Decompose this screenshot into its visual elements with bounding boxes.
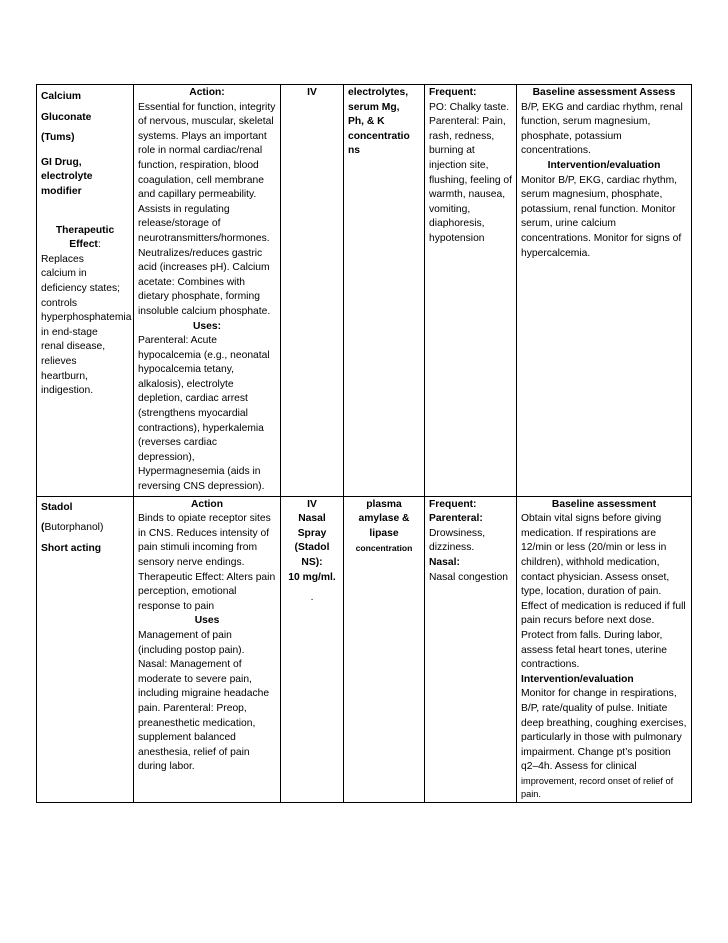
intervention-heading: Intervention/evaluation	[547, 159, 661, 171]
therapeutic-effect-colon: :	[97, 239, 101, 251]
side-effects-text: Nasal congestion	[429, 571, 508, 583]
uses-heading: Uses	[194, 615, 220, 627]
intervention-heading: Intervention/evaluation	[521, 673, 634, 685]
lab-text: Ph, & K	[348, 116, 385, 128]
nursing-cell	[517, 496, 692, 802]
drug-name: Gluconate	[41, 111, 92, 123]
route-text: (Stadol	[294, 542, 330, 554]
drug-cell	[37, 85, 134, 497]
lab-text: concentratio	[348, 130, 410, 142]
drug-table	[36, 84, 692, 803]
drug-class: GI Drug,	[41, 156, 82, 168]
route-cell	[281, 496, 344, 802]
therapeutic-effect-heading: Therapeutic	[55, 224, 115, 236]
baseline-assessment-heading: Baseline assessment Assess	[532, 87, 676, 98]
route-text: Nasal	[298, 513, 326, 525]
lab-text: serum Mg,	[348, 101, 400, 113]
route-text: IV	[307, 87, 317, 98]
side-effects-subheading: Nasal:	[429, 557, 460, 568]
table-row	[37, 496, 692, 802]
drug-name: Stadol	[41, 501, 73, 513]
uses-heading: Uses:	[192, 320, 222, 332]
route-text: Spray	[297, 527, 327, 539]
lab-text: plasma	[366, 498, 402, 510]
route-text: 10 mg/ml.	[288, 571, 336, 583]
route-text: IV	[307, 498, 317, 510]
intervention-text: improvement, record onset of relief of pain.	[521, 775, 674, 799]
uses-text: Parenteral: Acute hypocalcemia (e.g., neonatal hypocalcemia tetany, alkalosis), electrolyte depletion, cardiac arrest (strengthens myocardial contractions), hyperkalemia (reverses cardiac depression), Hypermagnesemia (aids in reversing CNS depression).	[138, 335, 270, 493]
baseline-assessment-heading: Baseline assessment	[551, 498, 657, 510]
intervention-text: Monitor B/P, EKG, cardiac rhythm, serum magnesium, phosphate, potassium, renal function. Monitor serum, urine calcium concentrations. Monitor for signs of hypercalcemia.	[521, 174, 682, 259]
side-effects-text: PO: Chalky taste. Parenteral: Pain, rash, redness, burning at injection site, flushing, feeling of warmth, nausea, vomiting, diaphoresis, hypotension	[429, 101, 513, 244]
action-heading: Action	[190, 498, 224, 510]
lab-values-cell	[344, 496, 425, 802]
lab-text: concentration	[355, 543, 413, 554]
side-effects-subheading: Parenteral:	[429, 513, 483, 525]
therapeutic-effect-heading: Effect	[69, 239, 98, 251]
therapeutic-effect-text: Replaces calcium in deficiency states; controls hyperphosphatemia in end-stage renal disease, relieves heartburn, indigestion.	[41, 253, 132, 397]
drug-generic-paren: (	[41, 522, 45, 534]
drug-brand-name: (Tums)	[41, 132, 75, 144]
drug-generic-name: Butorphanol)	[44, 522, 104, 534]
side-effects-text: Drowsiness, dizziness.	[429, 527, 486, 554]
lab-text: ns	[348, 145, 361, 157]
drug-class: modifier	[41, 185, 82, 197]
action-text: Binds to opiate receptor sites in CNS. Reduces intensity of pain stimuli incoming from sensory nerve endings. Therapeutic Effect: Alters pain perception, emotional response to pain	[138, 513, 276, 612]
lab-text: amylase &	[358, 513, 410, 525]
action-cell	[134, 85, 281, 497]
uses-text: Management of pain (including postop pain). Nasal: Management of moderate to severe pain, including migraine headache pain. Parenteral: Preop, preanesthetic medication, supplement balanced anesthesia, relief of pain during labor.	[138, 629, 270, 773]
lab-text: lipase	[369, 527, 399, 539]
lab-text: electrolytes,	[348, 87, 409, 98]
action-cell	[134, 496, 281, 802]
action-heading: Action:	[189, 87, 225, 98]
drug-name: Calcium	[41, 91, 82, 102]
drug-duration: Short acting	[41, 542, 102, 554]
route-cell	[281, 85, 344, 497]
nursing-cell	[517, 85, 692, 497]
route-text: NS):	[301, 557, 323, 568]
lab-values-cell	[344, 85, 425, 497]
baseline-assessment-text: B/P, EKG and cardiac rhythm, renal function, serum magnesium, phosphate, potassium concentrations.	[521, 101, 683, 157]
intervention-text: Monitor for change in respirations, B/P, rate/quality of pulse. Initiate deep breathing, coughing exercises, particularly in those with pulmonary impairment. Change pt’s position q2–4h. Assess for clinical	[521, 688, 687, 773]
side-effects-cell	[425, 85, 517, 497]
table-row	[37, 85, 692, 497]
side-effects-heading: Frequent:	[429, 498, 477, 510]
side-effects-cell	[425, 496, 517, 802]
action-text: Essential for function, integrity of nervous, muscular, skeletal systems. Plays an important role in normal cardiac/renal function, respiration, blood coagulation, cell membrane and capillary permeability. Assists in regulating release/storage of neurotransmitters/hormones. Neutralizes/reduces gastric acid (increases pH). Calcium acetate: Combines with dietary phosphate, forming insoluble calcium phosphate.	[138, 101, 276, 317]
side-effects-heading: Frequent:	[429, 87, 477, 98]
route-text: .	[310, 592, 314, 604]
baseline-assessment-text: Obtain vital signs before giving medication. If respirations are 12/min or less (20/min or less in children), withhold medication, contact physician. Assess onset, type, location, duration of pain. Effect of medication is reduced if full pain recurs before next dose. Protect from falls. During labor, assess fetal heart tones, uterine contractions.	[521, 513, 686, 671]
drug-cell	[37, 496, 134, 802]
drug-class: electrolyte	[41, 171, 93, 183]
